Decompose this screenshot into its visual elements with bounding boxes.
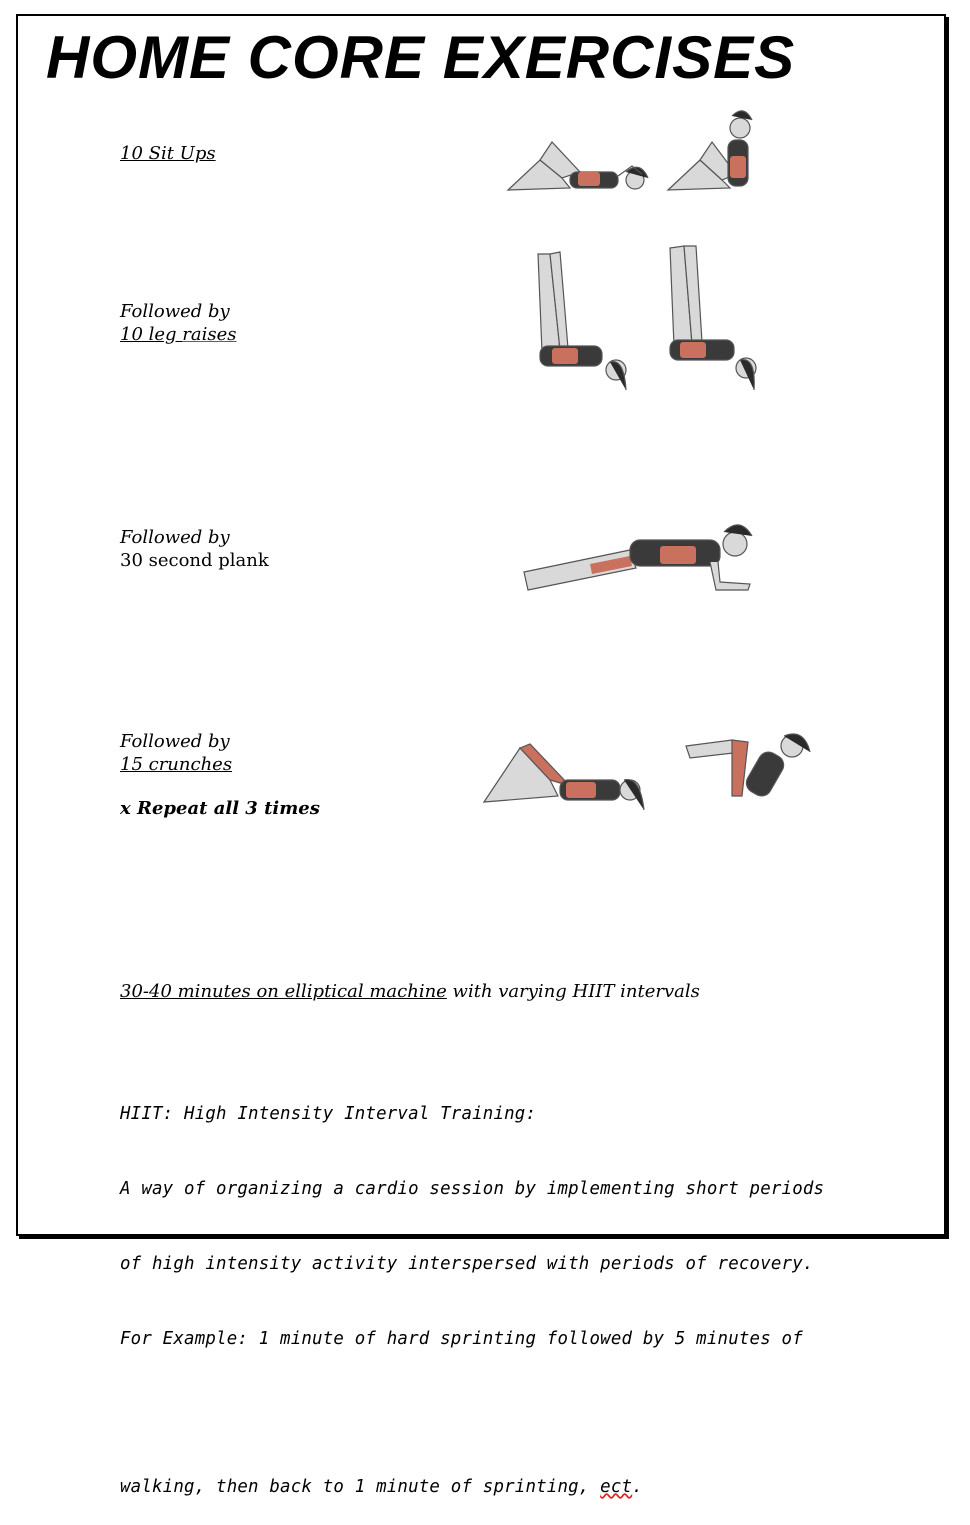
hiit-explanation <box>120 1052 824 1525</box>
legraises-text <box>120 300 237 346</box>
crunches-followed: Followed by <box>120 731 230 752</box>
crunches-label: 15 crunches <box>120 754 233 775</box>
crunches-pose-1 <box>484 744 644 810</box>
legraises-pose-1 <box>538 252 626 390</box>
hiit-last-prefix: walking, then back to 1 minute of sprinting, <box>120 1477 601 1497</box>
legraises-followed: Followed by <box>120 301 230 322</box>
repeat-instruction: x Repeat all 3 times <box>120 798 320 819</box>
legraises-illustration <box>520 240 770 405</box>
legraises-pose-2 <box>670 246 756 390</box>
hiit-line: A way of organizing a cardio session by implementing short periods <box>120 1179 825 1199</box>
cardio-duration: 30-40 minutes on elliptical machine <box>120 981 447 1002</box>
crunches-pose-2 <box>686 734 810 800</box>
page-title: HOME CORE EXERCISES <box>46 24 796 91</box>
legraises-label-flagged: raises <box>182 324 237 345</box>
plank-pose <box>524 525 752 590</box>
crunches-text <box>120 730 320 820</box>
legraises-label <box>120 323 237 346</box>
hiit-flagged-word: ect <box>600 1477 633 1497</box>
hiit-line: of high intensity activity interspersed with periods of recovery. <box>120 1254 814 1274</box>
hiit-line: HIIT: High Intensity Interval Training: <box>120 1104 537 1124</box>
hiit-last-suffix: . <box>632 1477 643 1497</box>
situps-illustration <box>500 100 770 200</box>
plank-text <box>120 526 269 572</box>
plank-followed: Followed by <box>120 527 230 548</box>
hiit-last-line <box>120 1475 824 1500</box>
crunches-illustration <box>480 722 820 822</box>
situps-label: 10 Sit Ups <box>120 143 216 164</box>
plank-illustration <box>520 512 760 607</box>
plank-label: 30 second plank <box>120 550 269 571</box>
legraises-label-prefix: 10 leg <box>120 324 183 345</box>
cardio-detail: with varying HIIT intervals <box>446 981 700 1002</box>
hiit-line: For Example: 1 minute of hard sprinting followed by 5 minutes of <box>120 1329 803 1349</box>
situps-pose-1 <box>508 142 648 190</box>
situps-pose-2 <box>668 111 752 190</box>
situps-text <box>120 142 216 165</box>
cardio-line <box>120 980 700 1003</box>
